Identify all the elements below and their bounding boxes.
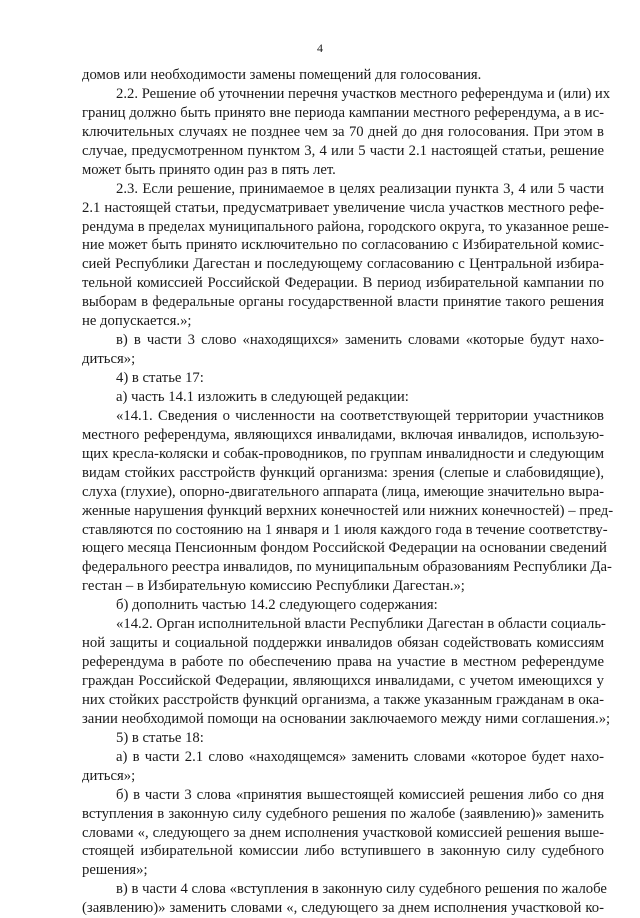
text-line: б) дополнить частью 14.2 следующего содержания:	[116, 597, 438, 614]
text-line: «14.1. Сведения о численности на соответствующей территории участников	[116, 407, 604, 424]
page-number: 4	[317, 41, 323, 55]
text-line: видам стойких расстройств функций организма: зрения (слепые и слабовидящие),	[82, 464, 604, 481]
text-line: ние может быть принято исключительно по согласованию с Избирательной комис-	[82, 237, 604, 254]
text-line: ющего месяца Пенсионным фондом Российской Федерации на основании сведений	[82, 540, 607, 557]
document-body	[82, 66, 614, 918]
text-line: 4) в статье 17:	[116, 370, 204, 386]
text-line: а) часть 14.1 изложить в следующей редакции:	[116, 388, 409, 405]
text-line: 5) в статье 18:	[116, 729, 204, 746]
text-line: ставляются по состоянию на 1 января и 1 июля каждого года в течение соответству-	[82, 521, 608, 538]
text-line: ной защиты и социальной поддержки инвалидов обязан содействовать комиссиям	[82, 635, 604, 652]
text-line: а) в части 2.1 слово «находящемся» заменить словами «которое будет нахо-	[116, 748, 604, 765]
text-line: сией Республики Дагестан и последующему согласованию с Центральной избира-	[82, 256, 604, 273]
text-line: 2.2. Решение об уточнении перечня участков местного референдума и (или) их	[116, 85, 611, 102]
text-line: зании необходимой помощи на основании заключаемого между ними соглашения.»;	[82, 710, 611, 727]
text-line: не допускается.»;	[82, 313, 192, 330]
text-line: (заявлению)» заменить словами «, следующего за днем исполнения участковой ко-	[82, 900, 604, 917]
text-line: в) в части 3 слово «находящихся» заменить словами «которые будут нахо-	[116, 332, 604, 349]
text-line: решения»;	[82, 862, 148, 879]
text-line: женные нарушения функций верхних конечностей или нижних конечностей) – пред-	[82, 502, 614, 519]
text-line: рендума в пределах муниципального района, городского округа, то указанное реше-	[82, 218, 609, 235]
text-line: границ должно быть принято вне периода кампании местного референдума, а в ис-	[82, 104, 604, 121]
text-line: диться»;	[82, 767, 136, 784]
text-line: стоящей избирательной комиссии либо вступившего в законную силу судебного	[82, 843, 604, 860]
text-line: вступления в законную силу судебного решения по жалобе (заявлению)» заменить	[82, 805, 604, 822]
text-line: референдума в работе по обеспечению права на участие в местном референдуме	[82, 654, 604, 671]
text-line: 2.3. Если решение, принимаемое в целях реализации пункта 3, 4 или 5 части	[116, 180, 604, 197]
text-line: диться»;	[82, 351, 136, 368]
text-line: случае, предусмотренном пунктом 3, 4 или 5 части 2.1 настоящей статьи, решение	[82, 142, 604, 159]
text-line: слуха (глухие), опорно-двигательного аппарата (лица, имеющие значительно выра-	[82, 483, 604, 500]
text-line: словами «, следующего за днем исполнения участковой комиссией решения выше-	[82, 824, 604, 841]
text-line: б) в части 3 слова «принятия вышестоящей комиссией решения либо со дня	[116, 786, 604, 803]
text-line: ключительных случаях не позднее чем за 70 дней до дня голосования. При этом в	[82, 123, 604, 140]
text-line: федерального реестра инвалидов, по муниципальным образованиям Республики Да-	[82, 559, 612, 576]
text-line: граждан Российской Федерации, являющихся инвалидами, с учетом имеющихся у	[82, 673, 604, 689]
text-line: выборам в федеральные органы государственной власти принятие такого решения	[82, 294, 604, 311]
text-line: тельной комиссией Российской Федерации. В период избирательной кампании по	[82, 275, 604, 292]
text-line: них стойких расстройств функций организма, а также указанным гражданам в ока-	[82, 691, 604, 708]
text-line: местного референдума, являющихся инвалидами, включая инвалидов, использую-	[82, 426, 604, 443]
text-line: щих кресла-коляски и собак-проводников, по группам инвалидности и следующим	[82, 445, 604, 462]
text-line: может быть принято один раз в пять лет.	[82, 161, 336, 178]
text-line: в) в части 4 слова «вступления в законную силу судебного решения по жалобе	[116, 881, 607, 898]
text-line: «14.2. Орган исполнительной власти Республики Дагестан в области социаль-	[116, 616, 606, 633]
text-line: 2.1 настоящей статьи, предусматривает увеличение числа участков местного рефе-	[82, 199, 604, 216]
text-line: домов или необходимости замены помещений для голосования.	[82, 67, 482, 83]
text-line: гестан – в Избирательную комиссию Республики Дагестан.»;	[82, 578, 465, 595]
